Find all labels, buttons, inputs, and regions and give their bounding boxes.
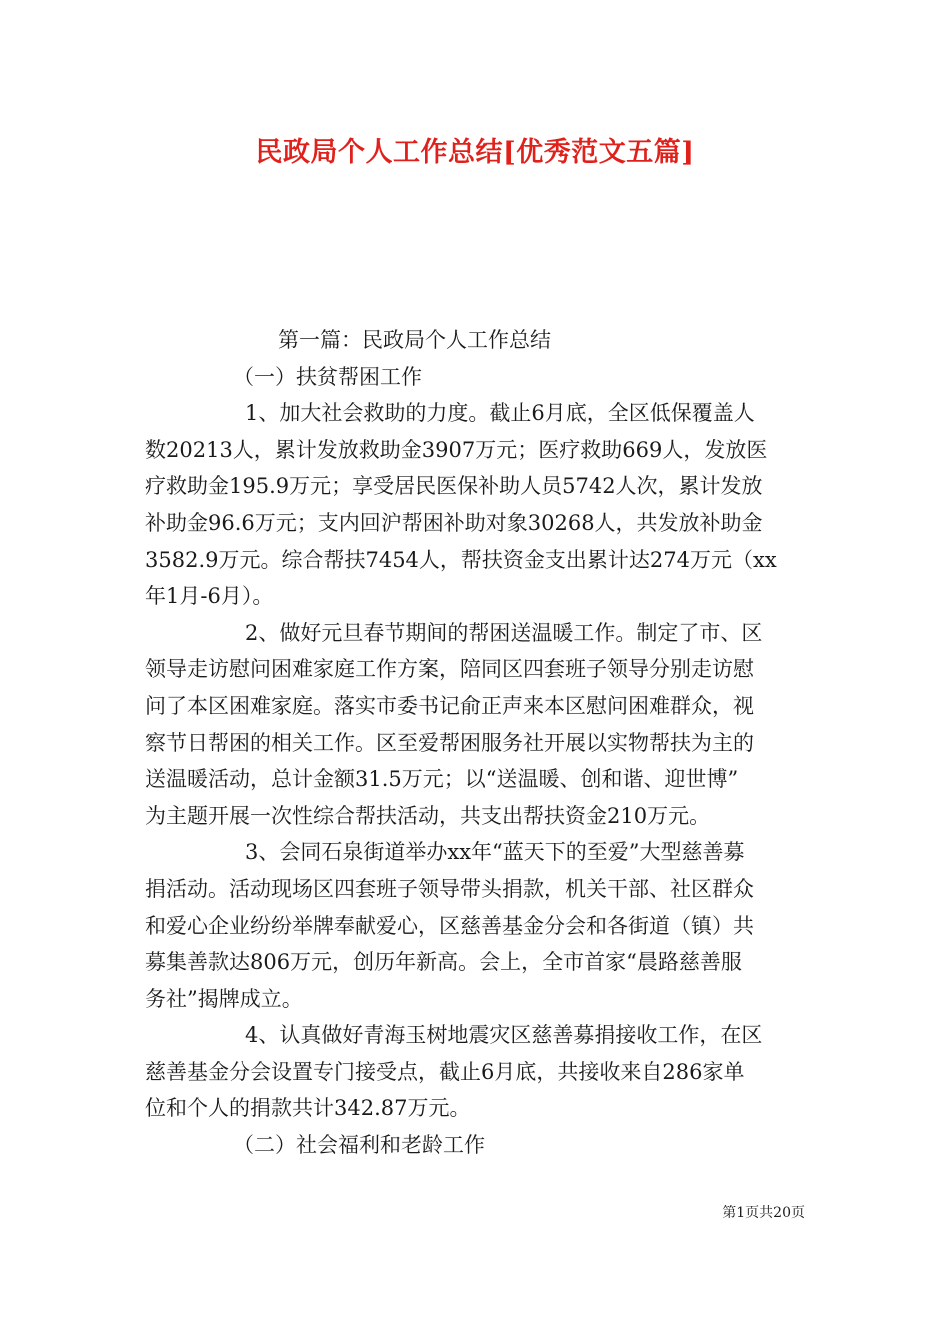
- text-line: 为主题开展一次性综合帮扶活动，共支出帮扶资金210万元。: [145, 803, 711, 828]
- text-line: 领导走访慰问困难家庭工作方案，陪同区四套班子领导分别走访慰: [145, 657, 754, 682]
- text-line: 3、会同石泉街道举办xx年“蓝天下的至爱”大型慈善募: [245, 840, 745, 865]
- text-line: 捐活动。活动现场区四套班子领导带头捐款，机关干部、社区群众: [145, 876, 754, 901]
- text-line: 务社”揭牌成立。: [145, 986, 303, 1011]
- section-heading: （二）社会福利和老龄工作: [233, 1133, 485, 1158]
- text-line: 4、认真做好青海玉树地震灾区慈善募捐接收工作，在区: [245, 1023, 763, 1048]
- paragraph-1: [145, 395, 807, 615]
- text-line: 问了本区困难家庭。落实市委书记俞正声来本区慰问困难群众，视: [145, 693, 754, 718]
- text-line: 年1月-6月）。: [145, 584, 274, 609]
- text-line: 送温暖活动，总计金额31.5万元；以“送温暖、创和谐、迎世博”: [145, 767, 739, 792]
- paragraph-3: [145, 834, 807, 1017]
- chapter-heading: 第一篇：民政局个人工作总结: [278, 328, 551, 352]
- text-line: 数20213人，累计发放救助金3907万元；医疗救助669人，发放医: [145, 437, 768, 462]
- document-title: 民政局个人工作总结[优秀范文五篇]: [255, 137, 695, 168]
- section-heading: （一）扶贫帮困工作: [233, 364, 422, 389]
- page-number: 第1页共20页: [722, 1205, 805, 1221]
- text-line: 察节日帮困的相关工作。区至爱帮困服务社开展以实物帮扶为主的: [145, 730, 754, 755]
- paragraph-4: [145, 1017, 807, 1127]
- text-line: 补助金96.6万元；支内回沪帮困补助对象30268人，共发放补助金: [145, 510, 763, 535]
- text-line: 3582.9万元。综合帮扶7454人，帮扶资金支出累计达274万元（xx: [145, 547, 777, 572]
- text-line: 和爱心企业纷纷举牌奉献爱心，区慈善基金分会和各街道（镇）共: [145, 913, 754, 938]
- text-line: 疗救助金195.9万元；享受居民医保补助人员5742人次，累计发放: [145, 474, 763, 499]
- text-line: 1、加大社会救助的力度。截止6月底，全区低保覆盖人: [245, 401, 755, 426]
- text-line: 位和个人的捐款共计342.87万元。: [145, 1096, 471, 1121]
- text-line: 募集善款达806万元，创历年新高。会上，全市首家“晨路慈善服: [145, 950, 742, 975]
- text-line: 慈善基金分会设置专门接受点，截止6月底，共接收来自286家单: [145, 1059, 745, 1084]
- text-line: 2、做好元旦春节期间的帮困送温暖工作。制定了市、区: [245, 620, 763, 645]
- document-body: [145, 322, 807, 1164]
- paragraph-2: [145, 615, 807, 835]
